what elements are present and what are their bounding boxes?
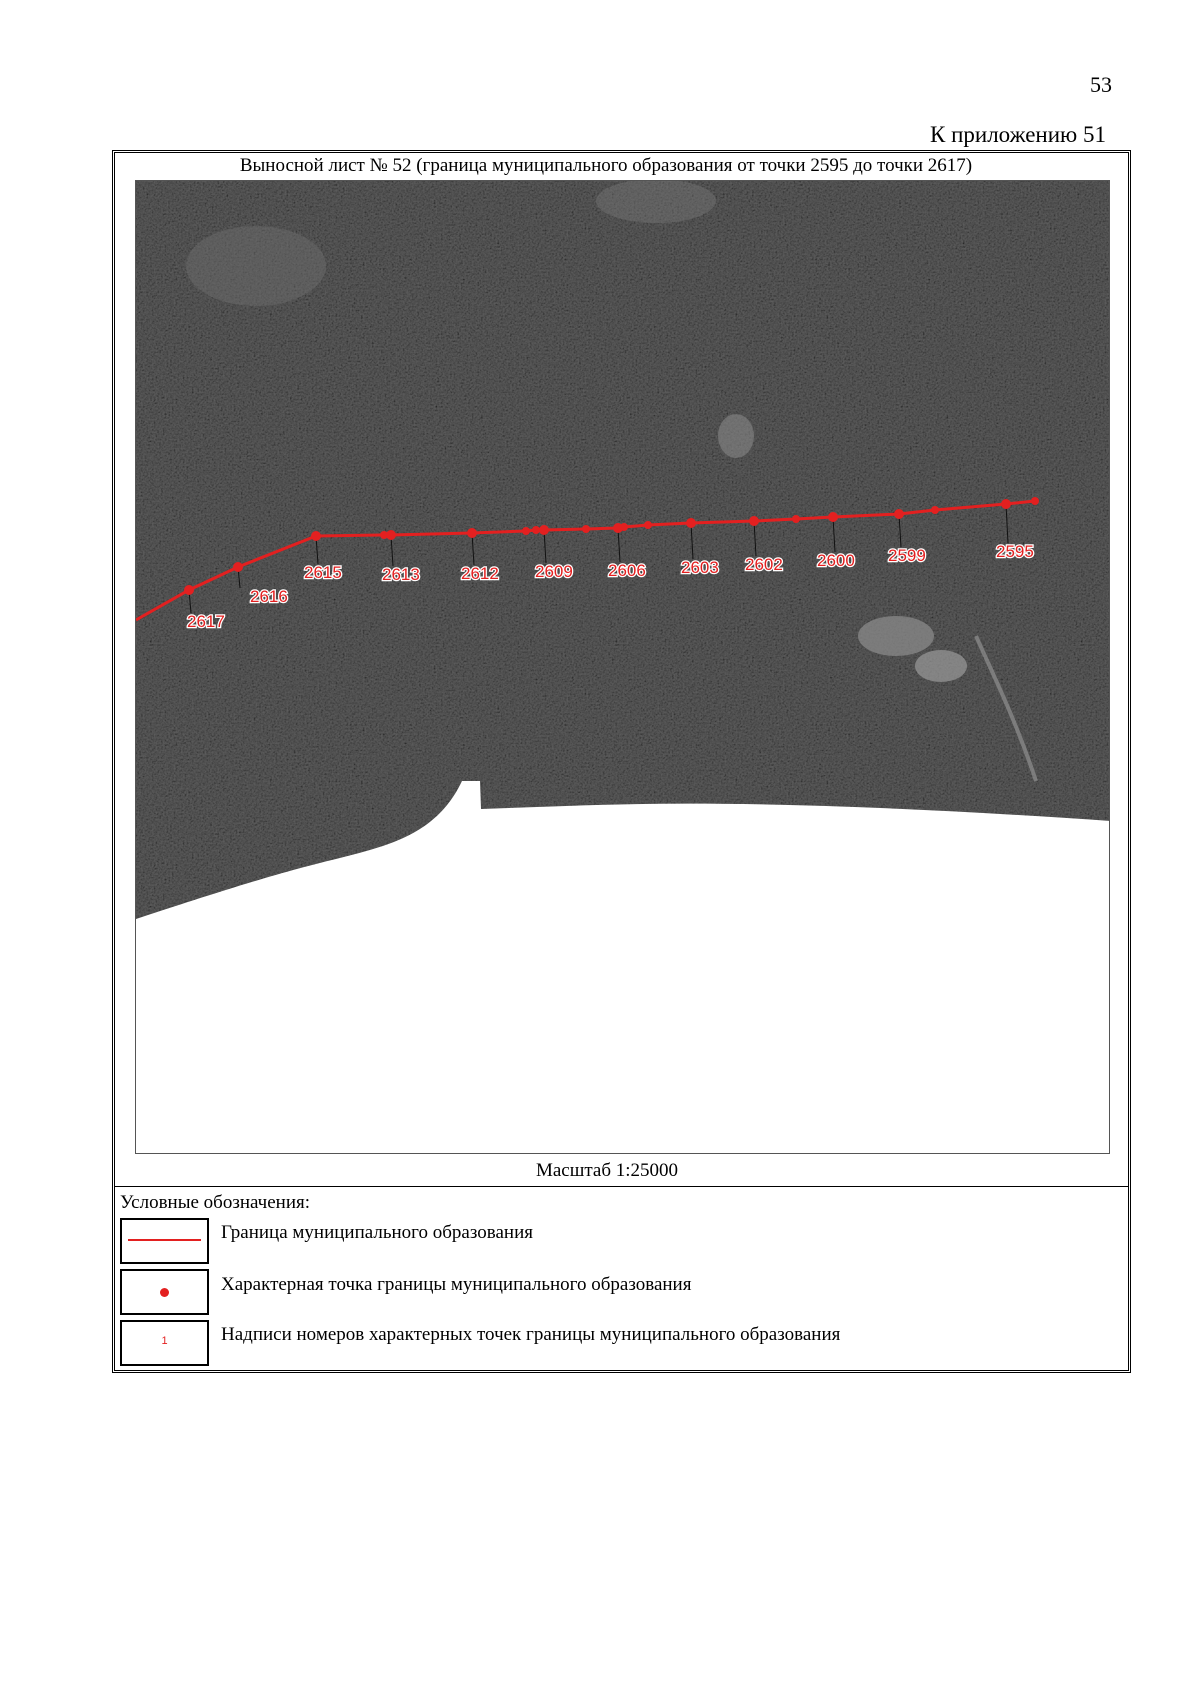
boundary-point-marker bbox=[539, 525, 549, 535]
boundary-point-label: 2602 bbox=[745, 555, 783, 574]
boundary-point-marker bbox=[184, 585, 194, 595]
appendix-reference: К приложению 51 bbox=[930, 122, 1106, 147]
boundary-point-label: 2613 bbox=[382, 565, 420, 584]
legend-symbol-boundary-line bbox=[120, 1218, 209, 1264]
boundary-point-marker bbox=[894, 509, 904, 519]
boundary-point-marker bbox=[467, 528, 477, 538]
map-frame[interactable] bbox=[135, 180, 1110, 1154]
legend-divider bbox=[115, 1186, 1128, 1187]
boundary-point-label: 2606 bbox=[608, 561, 646, 580]
legend-label-point-number: Надписи номеров характерных точек границы муниципального образования bbox=[221, 1324, 841, 1345]
boundary-point-marker bbox=[233, 562, 243, 572]
clearing bbox=[858, 616, 934, 656]
boundary-point-marker bbox=[828, 512, 838, 522]
legend-label-boundary: Граница муниципального образования bbox=[221, 1222, 533, 1243]
boundary-vertex bbox=[582, 525, 590, 533]
boundary-point-label: 2609 bbox=[535, 562, 573, 581]
boundary-point-marker bbox=[1001, 499, 1011, 509]
boundary-point-marker bbox=[686, 518, 696, 528]
legend-symbol-point bbox=[120, 1269, 209, 1315]
clearing bbox=[186, 226, 326, 306]
boundary-point-label: 2616 bbox=[250, 587, 288, 606]
satellite-map bbox=[136, 181, 1110, 1154]
clearing bbox=[718, 414, 754, 458]
boundary-point-label: 2599 bbox=[888, 546, 926, 565]
boundary-point-marker bbox=[311, 531, 321, 541]
boundary-point-label: 2617 bbox=[187, 612, 225, 631]
boundary-vertex bbox=[792, 515, 800, 523]
point-dot-sample bbox=[160, 1288, 169, 1297]
boundary-vertex bbox=[931, 506, 939, 514]
boundary-point-marker bbox=[749, 516, 759, 526]
boundary-point-label: 2595 bbox=[996, 542, 1034, 561]
boundary-point-label: 2615 bbox=[304, 563, 342, 582]
map-scale: Масштаб 1:25000 bbox=[535, 1160, 679, 1181]
boundary-point-label: 2600 bbox=[817, 551, 855, 570]
boundary-vertex bbox=[1031, 497, 1039, 505]
clearing bbox=[596, 181, 716, 223]
boundary-point-marker bbox=[386, 530, 396, 540]
boundary-vertex bbox=[644, 521, 652, 529]
legend-label-point: Характерная точка границы муниципального образования bbox=[221, 1274, 692, 1295]
boundary-point-label: 2612 bbox=[461, 564, 499, 583]
boundary-vertex bbox=[522, 527, 530, 535]
boundary-line-sample bbox=[128, 1239, 201, 1241]
sheet-title: Выносной лист № 52 (граница муниципального образования от точки 2595 до точки 2617) bbox=[239, 155, 973, 176]
boundary-point-label: 2603 bbox=[681, 558, 719, 577]
boundary-point-marker bbox=[613, 523, 623, 533]
point-number-sample: 1 bbox=[161, 1335, 168, 1347]
page-number: 53 bbox=[1090, 72, 1112, 97]
boundary-vertex bbox=[532, 526, 540, 534]
legend-symbol-point-number bbox=[120, 1320, 209, 1366]
legend-title: Условные обозначения: bbox=[120, 1192, 311, 1213]
clearing bbox=[915, 650, 967, 682]
